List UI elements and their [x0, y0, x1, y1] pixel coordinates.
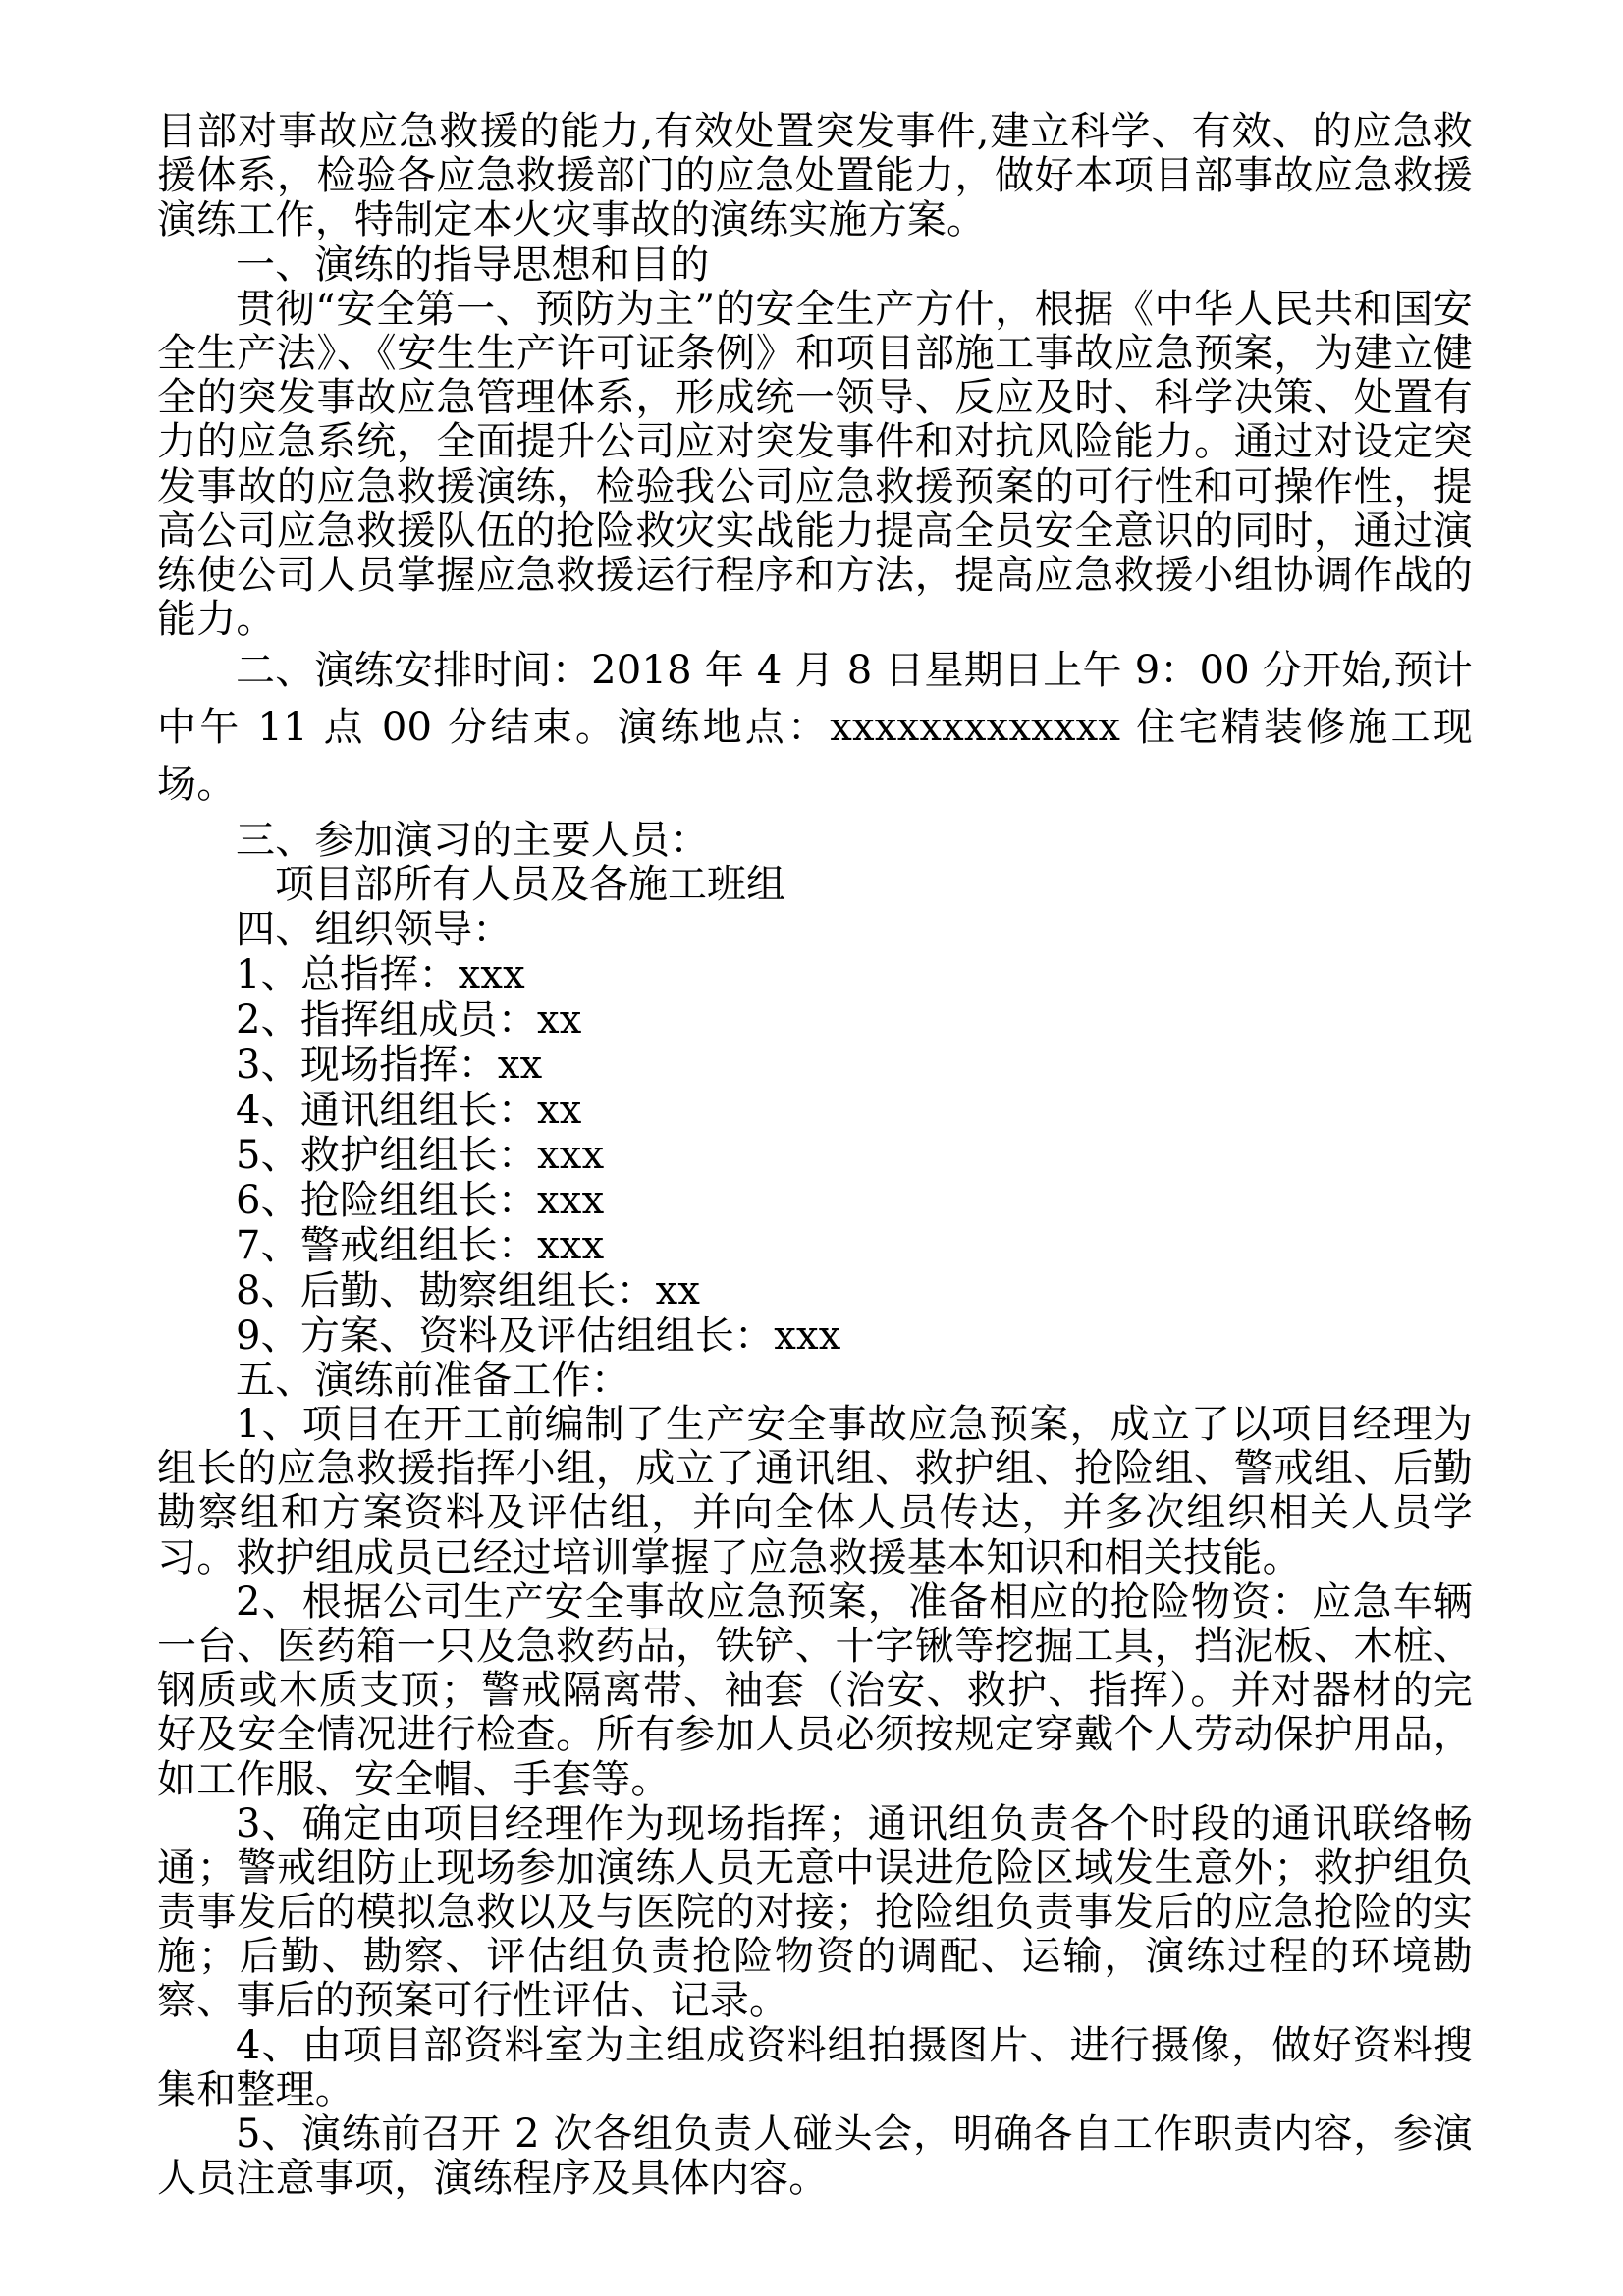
section-one-paragraph: 贯彻“安全第一、预防为主”的安全生产方什，根据《中华人民共和国安全生产法》、《安生生产许可证条例》和项目部施工事故应急预案，为建立健全的突发事故应急管理体系，形成统一领导、反应及时、科学决策、处置有力的应急系统，全面提升公司应对突发事件和对抗风险能力。通过对设定突发事故的应急救援演练，检验我公司应急救援预案的可行性和可操作性，提高公司应急救援队伍的抢险救灾实战能力提高全员安全意识的同时，通过演练使公司人员掌握应急救援运行程序和方法，提高应急救援小组协调作战的能力。	[157, 286, 1473, 643]
section-five-item: 3、确定由项目经理作为现场指挥；通讯组负责各个时段的通讯联络畅通；警戒组防止现场参加演练人员无意中误进危险区域发生意外；救护组负责事发后的模拟急救以及与医院的对接；抢险组负责事发后的应急抢险的实施；后勤、勘察、评估组负责抢险物资的调配、运输，演练过程的环境勘察、事后的预案可行性评估、记录。	[157, 1800, 1473, 2024]
section-one-heading: 一、演练的指导思想和目的	[236, 241, 710, 288]
section-three-participants: 项目部所有人员及各施工班组	[275, 862, 785, 908]
document-text-column	[157, 110, 1473, 2201]
roster-item: 3、现场指挥：xx	[236, 1041, 543, 1088]
section-five-item: 4、由项目部资料室为主组成资料组拍摄图片、进行摄像，做好资料搜集和整理。	[157, 2022, 1473, 2112]
section-two-paragraph: 二、演练安排时间：2018 年 4 月 8 日星期日上午 9：00 分开始,预计中午 11 点 00 分结束。演练地点：xxxxxxxxxxxxx 住宅精装修施工现场。	[157, 648, 1473, 808]
roster-item: 2、指挥组成员：xx	[236, 996, 582, 1042]
roster-item: 1、总指挥：xxx	[236, 951, 525, 997]
roster-item: 9、方案、资料及评估组组长：xxx	[236, 1312, 841, 1359]
section-five-heading: 五、演练前准备工作：	[236, 1357, 630, 1403]
opening-paragraph: 目部对事故应急救援的能力,有效处置突发事件,建立科学、有效、的应急救援体系，检验各应急救援部门的应急处置能力，做好本项目部事故应急救援演练工作，特制定本火灾事故的演练实施方案。	[157, 109, 1473, 243]
section-five-item: 2、根据公司生产安全事故应急预案，准备相应的抢险物资：应急车辆一台、医药箱一只及急救药品，铁铲、十字锹等挖掘工具，挡泥板、木桩、钢质或木质支顶；警戒隔离带、袖套（治安、救护、指挥）。并对器材的完好及安全情况进行检查。所有参加人员必须按规定穿戴个人劳动保护用品，如工作服、安全帽、手套等。	[157, 1578, 1473, 1802]
roster-item: 5、救护组组长：xxx	[236, 1132, 605, 1178]
section-five-item: 1、项目在开工前编制了生产安全事故应急预案，成立了以项目经理为组长的应急救援指挥小组，成立了通讯组、救护组、抢险组、警戒组、后勤勘察组和方案资料及评估组，并向全体人员传达，并多次组织相关人员学习。救护组成员已经过培训掌握了应急救援基本知识和相关技能。	[157, 1402, 1473, 1580]
roster-item: 8、后勤、勘察组组长：xx	[236, 1267, 701, 1313]
section-five-item: 5、演练前召开 2 次各组负责人碰头会，明确各自工作职责内容，参演人员注意事项，演练程序及具体内容。	[157, 2111, 1473, 2202]
roster-item: 7、警戒组组长：xxx	[236, 1222, 605, 1268]
roster-item: 4、通讯组组长：xx	[236, 1087, 582, 1133]
section-four-heading: 四、组织领导：	[236, 906, 513, 952]
roster-item: 6、抢险组组长：xxx	[236, 1177, 605, 1223]
section-three-heading: 三、参加演习的主要人员：	[236, 818, 710, 864]
